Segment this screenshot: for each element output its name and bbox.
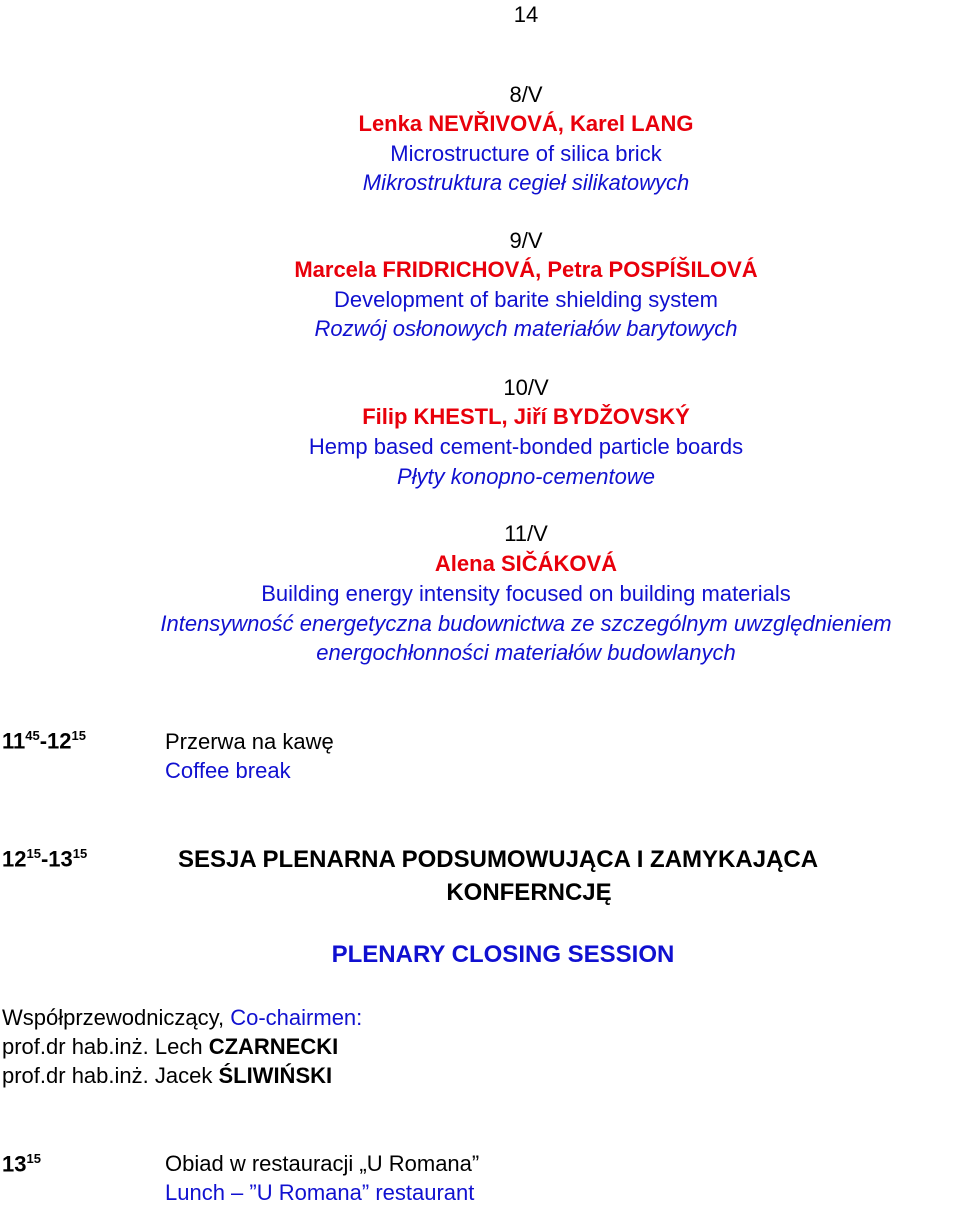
lecture-title-pl: Rozwój osłonowych materiałów barytowych xyxy=(314,316,738,341)
lecture-number: 8/V xyxy=(509,82,543,107)
cochair-name xyxy=(2,1063,332,1089)
cochair-name xyxy=(2,1034,338,1060)
time-hour: 13 xyxy=(2,1151,27,1177)
coffee-label-en: Coffee break xyxy=(165,758,291,783)
cochairs-label-en: Co-chairmen: xyxy=(230,1005,363,1030)
lunch-label-en: Lunch – ”U Romana” restaurant xyxy=(165,1180,475,1205)
lecture-title-en: Development of barite shielding system xyxy=(334,287,718,312)
time-start-hour: 11 xyxy=(2,728,26,754)
plenary-title-pl-continued: KONFERNCJĘ xyxy=(446,879,612,906)
lecture-authors: Alena SIČÁKOVÁ xyxy=(434,551,618,576)
cochairs-label-pl: Współprzewodniczący, xyxy=(2,1005,231,1030)
cochairs-label xyxy=(2,1005,362,1031)
time-start-minute: 45 xyxy=(25,728,40,743)
lecture-title-pl: Intensywność energetyczna budownictwa ze szczególnym uwzględnieniem xyxy=(160,611,892,636)
time-end-minute: 15 xyxy=(72,846,88,861)
lecture-authors: Filip KHESTL, Jiří BYDŽOVSKÝ xyxy=(362,404,690,429)
time-start-minute: 15 xyxy=(26,846,41,861)
time-start-hour: 12 xyxy=(2,846,27,872)
cochair-surname: ŚLIWIŃSKI xyxy=(218,1063,333,1088)
lecture-title-pl-continued: energochłonności materiałów budowlanych xyxy=(316,640,736,665)
cochair-title: prof.dr hab.inż. Jacek xyxy=(2,1063,219,1088)
time-end-hour: -13 xyxy=(40,846,73,872)
lecture-title-pl: Mikrostruktura cegieł silikatowych xyxy=(362,170,690,195)
lecture-title-en: Microstructure of silica brick xyxy=(390,141,662,166)
page-number: 14 xyxy=(513,2,539,27)
lecture-title-en: Building energy intensity focused on building materials xyxy=(261,581,791,606)
coffee-label-pl: Przerwa na kawę xyxy=(165,729,334,754)
cochair-surname: CZARNECKI xyxy=(208,1034,339,1059)
lunch-label-pl: Obiad w restauracji „U Romana” xyxy=(165,1151,480,1176)
time-minute: 15 xyxy=(26,1151,41,1166)
plenary-title-pl: SESJA PLENARNA PODSUMOWUJĄCA I ZAMYKAJĄCA xyxy=(178,846,819,873)
time-end-hour: -12 xyxy=(39,728,72,754)
coffee-time xyxy=(2,728,86,754)
cochair-title: prof.dr hab.inż. Lech xyxy=(2,1034,209,1059)
time-end-minute: 15 xyxy=(71,728,86,743)
lecture-number: 10/V xyxy=(503,375,549,400)
plenary-time xyxy=(2,846,87,872)
plenary-title-en: PLENARY CLOSING SESSION xyxy=(331,941,675,968)
lecture-number: 9/V xyxy=(509,228,543,253)
lecture-title-pl: Płyty konopno-cementowe xyxy=(396,464,656,489)
lecture-authors: Marcela FRIDRICHOVÁ, Petra POSPÍŠILOVÁ xyxy=(294,257,758,282)
lecture-title-en: Hemp based cement-bonded particle boards xyxy=(308,434,744,459)
lecture-number: 11/V xyxy=(504,521,548,546)
lunch-time xyxy=(2,1151,41,1177)
lecture-authors: Lenka NEVŘIVOVÁ, Karel LANG xyxy=(358,111,694,136)
